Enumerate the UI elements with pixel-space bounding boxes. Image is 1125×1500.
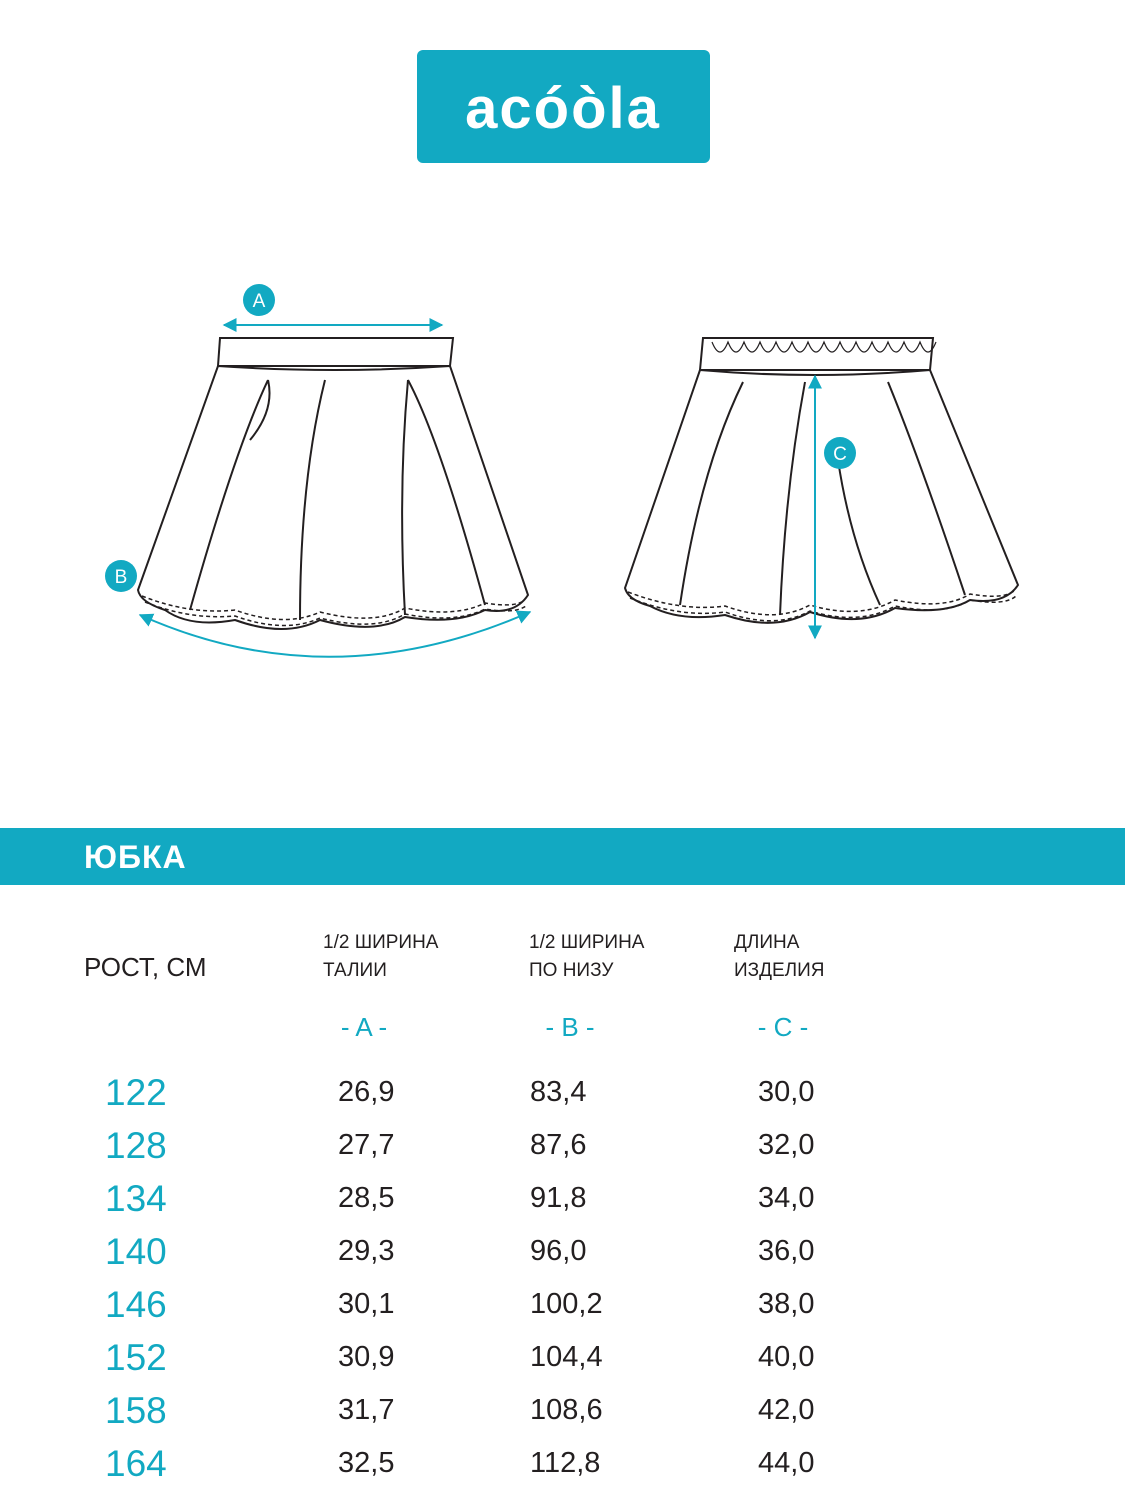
header-half-waist-line1: 1/2 ШИРИНА [323, 932, 439, 953]
table-row [0, 1066, 1125, 1119]
table-row [0, 1278, 1125, 1331]
cell-half-waist: 30,1 [338, 1288, 395, 1320]
table-row [0, 1437, 1125, 1490]
cell-size: 134 [105, 1178, 167, 1219]
cell-length: 38,0 [758, 1288, 815, 1320]
cell-half-waist: 31,7 [338, 1394, 395, 1426]
cell-length: 32,0 [758, 1129, 815, 1161]
skirt-diagram [0, 260, 1125, 680]
header-half-hem-line2: ПО НИЗУ [529, 960, 614, 981]
cell-length: 34,0 [758, 1182, 815, 1214]
cell-length: 30,0 [758, 1076, 815, 1108]
header-half-waist [323, 929, 438, 985]
cell-half-hem: 91,8 [530, 1182, 587, 1214]
header-length-line2: ИЗДЕЛИЯ [734, 960, 825, 981]
code-b: - B - [545, 1012, 595, 1042]
header-length [734, 929, 825, 985]
table-row [0, 1225, 1125, 1278]
cell-half-waist: 30,9 [338, 1341, 395, 1373]
skirt-front [138, 338, 528, 629]
header-half-hem [529, 929, 644, 985]
measure-b-label: B [114, 567, 128, 588]
cell-size: 140 [105, 1231, 167, 1272]
cell-size: 122 [105, 1072, 167, 1113]
cell-half-hem: 87,6 [530, 1129, 587, 1161]
header-half-hem-line1: 1/2 ШИРИНА [529, 932, 645, 953]
cell-half-waist: 26,9 [338, 1076, 395, 1108]
cell-length: 44,0 [758, 1447, 815, 1479]
table-row [0, 1384, 1125, 1437]
table-title: ЮБКА [84, 839, 187, 875]
table-row [0, 1119, 1125, 1172]
cell-half-waist: 28,5 [338, 1182, 395, 1214]
cell-half-waist: 29,3 [338, 1235, 395, 1267]
cell-half-hem: 96,0 [530, 1235, 587, 1267]
code-c: - C - [757, 1012, 809, 1042]
table-row [0, 1172, 1125, 1225]
cell-size: 128 [105, 1125, 167, 1166]
cell-size: 146 [105, 1284, 167, 1325]
cell-size: 164 [105, 1443, 167, 1484]
cell-half-hem: 108,6 [530, 1394, 603, 1426]
waistband-front [218, 338, 453, 366]
cell-length: 42,0 [758, 1394, 815, 1426]
cell-length: 36,0 [758, 1235, 815, 1267]
measure-c-label: C [833, 444, 847, 465]
cell-length: 40,0 [758, 1341, 815, 1373]
header-half-waist-line2: ТАЛИИ [323, 960, 387, 981]
cell-half-waist: 32,5 [338, 1447, 395, 1479]
measure-a [224, 284, 442, 325]
skirt-back [625, 338, 1018, 623]
cell-size: 152 [105, 1337, 167, 1378]
waistband-back [700, 338, 933, 370]
measure-a-label: A [252, 291, 266, 312]
cell-half-hem: 100,2 [530, 1288, 603, 1320]
table-title-band [0, 828, 1125, 885]
cell-half-waist: 27,7 [338, 1129, 395, 1161]
table-row [0, 1331, 1125, 1384]
brand-logo [417, 50, 710, 163]
header-length-line1: ДЛИНА [734, 932, 800, 953]
header-height: РОСТ, СМ [84, 952, 207, 982]
code-a: - A - [340, 1012, 388, 1042]
cell-half-hem: 112,8 [530, 1447, 601, 1479]
logo-text: acóòla [465, 76, 661, 141]
cell-half-hem: 104,4 [530, 1341, 603, 1373]
cell-size: 158 [105, 1390, 167, 1431]
brand-logo-wordmark [417, 50, 710, 163]
cell-half-hem: 83,4 [530, 1076, 587, 1108]
